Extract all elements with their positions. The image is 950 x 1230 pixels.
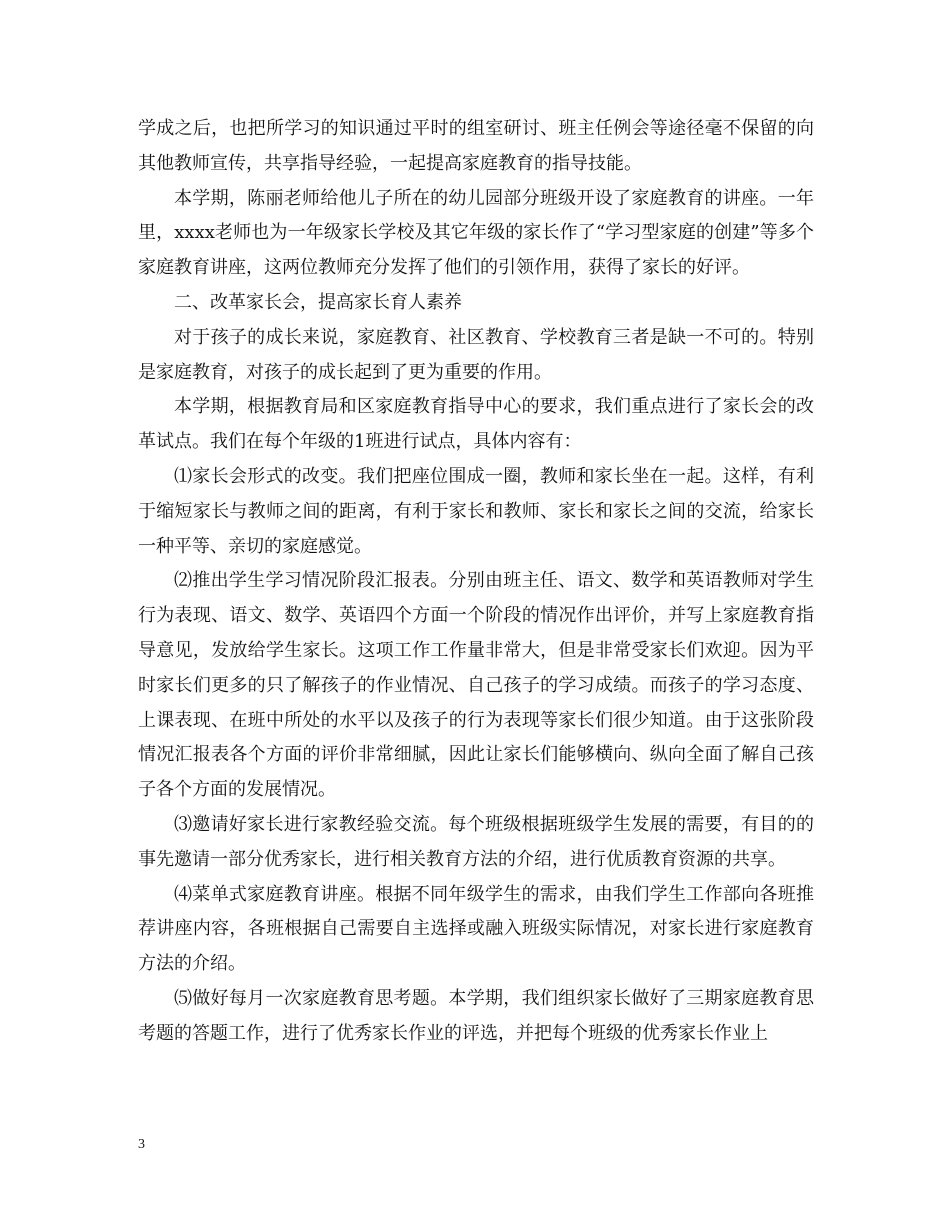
page-number: 3 — [138, 1137, 145, 1152]
paragraph: 学成之后，也把所学习的知识通过平时的组室研讨、班主任例会等途径毫不保留的向其他教师宣传，共享指导经验，一起提高家庭教育的指导技能。 — [138, 118, 814, 174]
section-heading: 二、改革家长会，提高家长育人素养 — [174, 291, 462, 313]
list-item: ⑸做好每月一次家庭教育思考题。本学期，我们组织家长做好了三期家庭教育思考题的答题工作，进行了优秀家长作业的评选，并把每个班级的优秀家长作业上 — [138, 987, 814, 1044]
document-body — [138, 112, 814, 1052]
paragraph: 对于孩子的成长来说，家庭教育、社区教育、学校教育三者是缺一不可的。特别是家庭教育，对孩子的成长起到了更为重要的作用。 — [138, 326, 814, 383]
list-item: ⑵推出学生学习情况阶段汇报表。分别由班主任、语文、数学和英语教师对学生行为表现、语文、数学、英语四个方面一个阶段的情况作出评价，并写上家庭教育指导意见，发放给学生家长。这项工作工作量非常大，但是非常受家长们欢迎。因为平时家长们更多的只了解孩子的作业情况、自己孩子的学习成绩。而孩子的学习态度、上课表现、在班中所处的水平以及孩子的行为表现等家长们很少知道。由于这张阶段情况汇报表各个方面的评价非常细腻，因此让家长们能够横向、纵向全面了解自己孩子各个方面的发展情况。 — [138, 570, 814, 801]
list-item: ⑴家长会形式的改变。我们把座位围成一圈，教师和家长坐在一起。这样，有利于缩短家长与教师之间的距离，有利于家长和教师、家长和家长之间的交流，给家长一种平等、亲切的家庭感觉。 — [138, 465, 814, 557]
paragraph: 本学期，陈丽老师给他儿子所在的幼儿园部分班级开设了家庭教育的讲座。一年里，xxxx老师也为一年级家长学校及其它年级的家长作了“学习型家庭的创建”等多个家庭教育讲座，这两位教师充分发挥了他们的引领作用，获得了家长的好评。 — [138, 187, 814, 279]
list-item: ⑶邀请好家长进行家教经验交流。每个班级根据班级学生发展的需要，有目的的事先邀请一部分优秀家长，进行相关教育方法的介绍，进行优质教育资源的共享。 — [138, 813, 814, 870]
list-item: ⑷菜单式家庭教育讲座。根据不同年级学生的需求，由我们学生工作部向各班推荐讲座内容，各班根据自己需要自主选择或融入班级实际情况，对家长进行家庭教育方法的介绍。 — [138, 883, 814, 975]
paragraph: 本学期，根据教育局和区家庭教育指导中心的要求，我们重点进行了家长会的改革试点。我们在每个年级的1班进行试点，具体内容有： — [138, 396, 814, 453]
